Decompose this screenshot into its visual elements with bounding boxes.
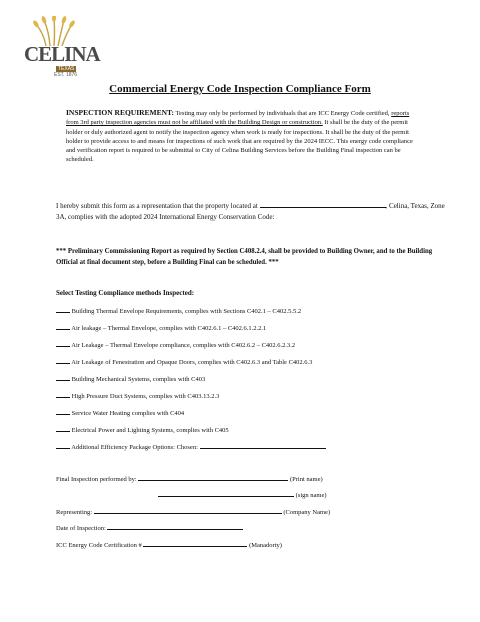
property-address-field[interactable] bbox=[260, 207, 386, 208]
logo-established: EST. 1876 bbox=[54, 72, 78, 78]
method-item[interactable] bbox=[56, 325, 266, 332]
method-label: High Pressure Duct Systems, complies with C403.13.2.3 bbox=[70, 393, 220, 400]
inspection-requirement bbox=[66, 108, 422, 165]
method-item[interactable] bbox=[56, 342, 295, 349]
method-checkbox[interactable] bbox=[56, 397, 70, 398]
date-label: Date of Inspection: bbox=[56, 525, 108, 532]
method-item[interactable] bbox=[56, 410, 184, 417]
celina-logo bbox=[24, 16, 100, 78]
method-item[interactable] bbox=[56, 376, 205, 383]
requirement-text-1: Testing may only be performed by individuals that are ICC Energy Code certified, bbox=[174, 110, 392, 117]
methods-heading: Select Testing Compliance methods Inspected: bbox=[56, 289, 195, 297]
sign-name-field[interactable] bbox=[158, 496, 294, 497]
sign-name-label: (sign name) bbox=[294, 492, 327, 499]
performed-by-row bbox=[56, 476, 323, 483]
sign-name-row bbox=[158, 492, 327, 499]
method-item[interactable] bbox=[56, 444, 326, 451]
print-name-field[interactable] bbox=[138, 480, 288, 481]
requirement-heading: INSPECTION REQUIREMENT: bbox=[66, 108, 174, 117]
submission-text-1: I hereby submit this form as a representation that the property located at bbox=[56, 202, 260, 210]
method-checkbox[interactable] bbox=[56, 380, 70, 381]
representing-label: Representing: bbox=[56, 509, 94, 516]
form-title: Commercial Energy Code Inspection Compliance Form bbox=[109, 83, 371, 95]
logo-state: TEXAS bbox=[58, 66, 75, 72]
method-checkbox[interactable] bbox=[56, 363, 70, 364]
method-label: Electrical Power and Lighting Systems, complies with C405 bbox=[70, 427, 229, 434]
method-label: Building Mechanical Systems, complies with C403 bbox=[70, 376, 206, 383]
method-checkbox[interactable] bbox=[56, 312, 70, 313]
company-name-label: (Company Name) bbox=[281, 509, 331, 516]
method-item[interactable] bbox=[56, 308, 301, 315]
commissioning-notice: *** Preliminary Commissioning Report as required by Section C408.2.4, shall be provided to Building Owner, and to the Building Official at final document step, before a Building Final can be scheduled. *** bbox=[56, 248, 433, 266]
icc-certification-field[interactable] bbox=[143, 546, 247, 547]
submission-statement bbox=[56, 201, 448, 223]
method-label: Additional Efficiency Package Options: Chosen: bbox=[70, 444, 200, 451]
requirement-underlined: reports from 3rd party inspection agencies must not be affiliated with the Building Design or construction. bbox=[66, 110, 410, 127]
logo-name: CELINA bbox=[24, 42, 100, 66]
method-checkbox[interactable] bbox=[56, 346, 70, 347]
method-checkbox[interactable] bbox=[56, 431, 70, 432]
representing-row bbox=[56, 509, 330, 516]
icc-row bbox=[56, 542, 282, 549]
method-item[interactable] bbox=[56, 393, 219, 400]
method-checkbox[interactable] bbox=[56, 329, 70, 330]
requirement-text-2: It shall be the duty of the permit holder or duly authorized agent to notify the inspection agency when work is ready for inspections. It shall be the duty of the permit holder to provide access to and means for inspections of such work that are required by the 2024 IECC. This energy code compliance and verification report is required to be submittal to City of Celina Building Services before the Building Final inspection can be scheduled. bbox=[66, 119, 413, 164]
icc-label: ICC Energy Code Certification # bbox=[56, 542, 144, 549]
inspection-date-field[interactable] bbox=[107, 529, 243, 530]
print-name-label: (Print name) bbox=[288, 476, 323, 483]
method-label: Air leakage – Thermal Envelope, complies with C402.6.1 – C402.6.1.2.2.1 bbox=[70, 325, 267, 332]
mandatory-label: (Manadorty) bbox=[247, 542, 282, 549]
method-item[interactable] bbox=[56, 359, 312, 366]
company-name-field[interactable] bbox=[94, 513, 282, 514]
date-row bbox=[56, 525, 243, 532]
method-label: Air Leakage of Fenestration and Opaque Doors, complies with C402.6.3 and Table C402.6.3 bbox=[70, 359, 313, 366]
method-checkbox[interactable] bbox=[56, 448, 70, 449]
performed-by-label: Final Inspection performed by: bbox=[56, 476, 139, 483]
method-label: Service Water Heating complies with C404 bbox=[70, 410, 185, 417]
method-label: Building Thermal Envelope Requirements, complies with Sections C402.1 – C402.5.5.2 bbox=[70, 308, 302, 315]
submission-text-2: , Celina, Texas, Zone 3A, complies with the adopted 2024 International Energy Conservation Code: bbox=[56, 202, 445, 221]
method-checkbox[interactable] bbox=[56, 414, 70, 415]
efficiency-package-field[interactable] bbox=[200, 448, 326, 449]
method-label: Air Leakage – Thermal Envelope compliance, complies with C402.6.2 – C402.6.2.3.2 bbox=[70, 342, 296, 349]
method-item[interactable] bbox=[56, 427, 229, 434]
